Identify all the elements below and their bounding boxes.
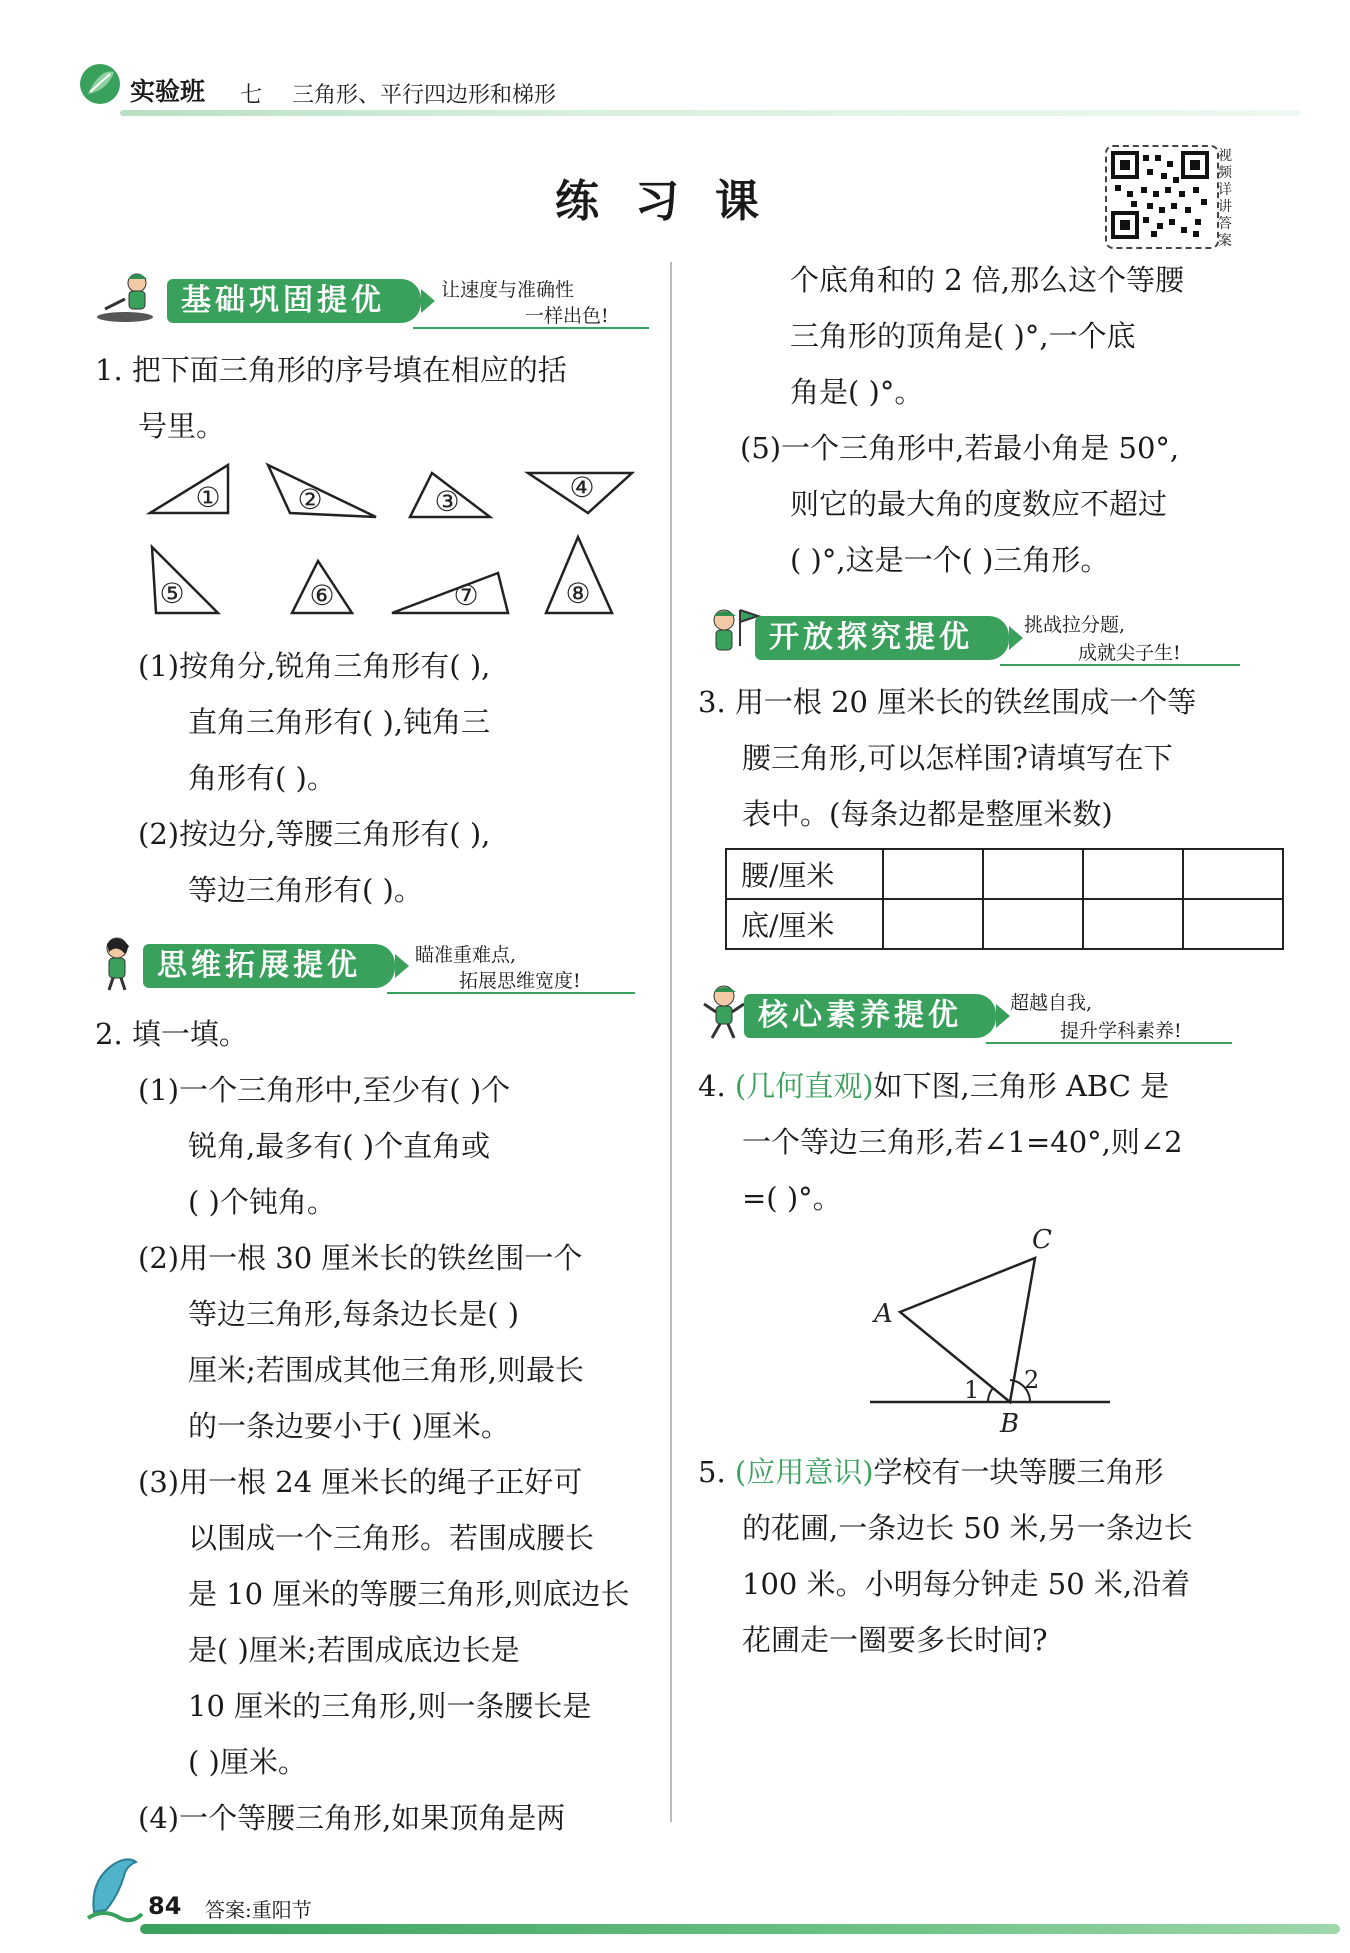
section-title-basic: 基础巩固提优 bbox=[167, 279, 421, 323]
triangle-label-3: ③ bbox=[434, 485, 460, 518]
table-row bbox=[726, 899, 1283, 949]
section-banner-open bbox=[700, 612, 1260, 664]
q2-sub1-line-2: 锐角,最多有( )个直角或 bbox=[188, 1129, 491, 1163]
q4-tag: (几何直观) bbox=[734, 1069, 874, 1103]
page-number: 84 bbox=[148, 1892, 182, 1920]
table-cell-empty[interactable] bbox=[983, 849, 1083, 899]
vertex-label-b: B bbox=[1000, 1409, 1020, 1439]
q4-line-1 bbox=[698, 1058, 1169, 1114]
q2-sub5-line-1: (5)一个三角形中,若最小角是 50°, bbox=[740, 431, 1180, 465]
q2-sub4-line-4: 角是( )°。 bbox=[790, 375, 924, 409]
q1-line-2: 号里。 bbox=[138, 409, 226, 443]
qr-caption: 视频详讲答案 bbox=[1218, 148, 1232, 249]
q2-sub3-line-2: 以围成一个三角形。若围成腰长 bbox=[188, 1521, 595, 1555]
q5-line-4: 花圃走一圈要多长时间? bbox=[742, 1623, 1048, 1657]
brand-name: 实验班 bbox=[130, 77, 206, 106]
q2-sub4-line-1: (4)一个等腰三角形,如果顶角是两 bbox=[138, 1801, 566, 1835]
triangles-figure bbox=[140, 455, 660, 635]
angle-label-1: 1 bbox=[964, 1376, 980, 1404]
q5-number: 5. bbox=[698, 1455, 726, 1489]
q5-line-1-rest: 学校有一块等腰三角形 bbox=[873, 1455, 1164, 1489]
section-title-thinking: 思维拓展提优 bbox=[143, 944, 395, 988]
triangle-label-5: ⑤ bbox=[159, 577, 185, 610]
q2-sub2-line-3: 厘米;若围成其他三角形,则最长 bbox=[188, 1353, 584, 1387]
table-cell-empty[interactable] bbox=[1183, 899, 1283, 949]
q1-sub1-line-2: 直角三角形有( ),钝角三 bbox=[188, 705, 491, 739]
q4-line-1-rest: 如下图,三角形 ABC 是 bbox=[873, 1069, 1170, 1103]
q2-sub5-line-2: 则它的最大角的度数应不超过 bbox=[790, 487, 1168, 521]
section-slogan-basic-2: 一样出色! bbox=[525, 305, 609, 327]
q1-sub1-line-1: (1)按角分,锐角三角形有( ), bbox=[138, 649, 491, 683]
q5-line-1 bbox=[698, 1444, 1164, 1500]
section-slogan-thinking-2: 拓展思维宽度! bbox=[459, 970, 581, 992]
q2-sub1-line-3: ( )个钝角。 bbox=[188, 1185, 336, 1219]
section-title-core: 核心素养提优 bbox=[744, 994, 996, 1038]
q5-line-3: 100 米。小明每分钟走 50 米,沿着 bbox=[742, 1567, 1191, 1601]
q5-line-2: 的花圃,一条边长 50 米,另一条边长 bbox=[742, 1511, 1193, 1545]
q2-sub1-line-1: (1)一个三角形中,至少有( )个 bbox=[138, 1073, 511, 1107]
section-title-open: 开放探究提优 bbox=[755, 616, 1009, 660]
table-row bbox=[726, 849, 1283, 899]
qr-code[interactable] bbox=[1105, 145, 1219, 249]
q4-number: 4. bbox=[698, 1069, 726, 1103]
leaf-logo-icon bbox=[78, 62, 122, 106]
triangle-label-8: ⑧ bbox=[565, 577, 591, 610]
q1-line-1: 1. 把下面三角形的序号填在相应的括 bbox=[95, 353, 567, 387]
triangle-label-6: ⑥ bbox=[309, 579, 335, 612]
triangle-label-2: ② bbox=[297, 483, 323, 516]
table-cell-empty[interactable] bbox=[883, 899, 983, 949]
triangle-label-1: ① bbox=[195, 481, 221, 514]
table-cell-empty[interactable] bbox=[1083, 849, 1183, 899]
q2-sub3-line-3: 是 10 厘米的等腰三角形,则底边长 bbox=[188, 1577, 630, 1611]
chapter-number: 七 bbox=[240, 83, 263, 108]
slogan-underline bbox=[986, 1042, 1232, 1044]
footer-bar bbox=[140, 1924, 1340, 1934]
angle-label-2: 2 bbox=[1024, 1366, 1040, 1394]
qr-code-icon bbox=[1107, 147, 1213, 243]
triangle-7 bbox=[392, 573, 508, 613]
vertex-label-c: C bbox=[1032, 1225, 1052, 1255]
q3-line-1: 3. 用一根 20 厘米长的铁丝围成一个等 bbox=[698, 685, 1197, 719]
q2-sub3-line-5: 10 厘米的三角形,则一条腰长是 bbox=[188, 1689, 592, 1723]
section-slogan-core-1: 超越自我, bbox=[1010, 992, 1093, 1014]
q4-line-2: 一个等边三角形,若∠1=40°,则∠2 bbox=[742, 1125, 1183, 1159]
table-row-header-base: 底/厘米 bbox=[726, 899, 883, 949]
table-cell-empty[interactable] bbox=[1083, 899, 1183, 949]
q5-tag: (应用意识) bbox=[734, 1455, 874, 1489]
footer-answer: 答案:重阳节 bbox=[205, 1898, 312, 1922]
header-rule bbox=[120, 110, 1300, 116]
q2-sub3-line-6: ( )厘米。 bbox=[188, 1745, 307, 1779]
q2-sub2-line-1: (2)用一根 30 厘米长的铁丝围一个 bbox=[138, 1241, 583, 1275]
q1-sub1-line-3: 角形有( )。 bbox=[188, 761, 336, 795]
table-cell-empty[interactable] bbox=[1183, 849, 1283, 899]
slogan-underline bbox=[413, 327, 649, 329]
triangle-label-7: ⑦ bbox=[453, 579, 479, 612]
q2-sub4-line-3: 三角形的顶角是( )°,一个底 bbox=[790, 319, 1136, 353]
q2-title: 2. 填一填。 bbox=[95, 1017, 248, 1051]
section-slogan-core-2: 提升学科素养! bbox=[1060, 1020, 1182, 1042]
column-divider bbox=[670, 262, 672, 1822]
section-slogan-open-1: 挑战拉分题, bbox=[1024, 614, 1126, 636]
section-banner-thinking bbox=[95, 940, 655, 992]
dolphin-icon bbox=[84, 1850, 144, 1925]
q4-triangle-figure bbox=[860, 1222, 1120, 1442]
table-row-header-waist: 腰/厘米 bbox=[726, 849, 883, 899]
mascot-skateboard-icon bbox=[95, 269, 165, 327]
section-banner-core bbox=[700, 990, 1260, 1042]
q1-sub2-line-2: 等边三角形有( )。 bbox=[188, 873, 423, 907]
page-title: 练习课 bbox=[555, 176, 795, 227]
section-banner-basic bbox=[95, 275, 655, 327]
table-cell-empty[interactable] bbox=[983, 899, 1083, 949]
slogan-underline bbox=[387, 992, 635, 994]
section-slogan-basic-1: 让速度与准确性 bbox=[441, 279, 575, 301]
q2-sub3-line-4: 是( )厘米;若围成底边长是 bbox=[188, 1633, 520, 1667]
table-cell-empty[interactable] bbox=[883, 849, 983, 899]
q2-sub3-line-1: (3)用一根 24 厘米长的绳子正好可 bbox=[138, 1465, 583, 1499]
vertex-label-a: A bbox=[874, 1299, 893, 1329]
slogan-underline bbox=[1000, 664, 1240, 666]
chapter-title: 三角形、平行四边形和梯形 bbox=[292, 83, 557, 108]
q3-answer-table bbox=[725, 848, 1284, 950]
q2-sub2-line-2: 等边三角形,每条边长是( ) bbox=[188, 1297, 520, 1331]
section-slogan-thinking-1: 瞄准重难点, bbox=[415, 944, 517, 966]
q1-sub2-line-1: (2)按边分,等腰三角形有( ), bbox=[138, 817, 491, 851]
triangle-label-4: ④ bbox=[569, 471, 595, 504]
q2-sub4-line-2: 个底角和的 2 倍,那么这个等腰 bbox=[790, 263, 1185, 297]
q2-sub5-line-3: ( )°,这是一个( )三角形。 bbox=[790, 543, 1110, 577]
section-slogan-open-2: 成就尖子生! bbox=[1078, 642, 1181, 664]
q3-line-2: 腰三角形,可以怎样围?请填写在下 bbox=[742, 741, 1173, 775]
q3-line-3: 表中。(每条边都是整厘米数) bbox=[742, 797, 1113, 831]
q2-sub2-line-4: 的一条边要小于( )厘米。 bbox=[188, 1409, 510, 1443]
q4-line-3: =( )°。 bbox=[742, 1181, 842, 1215]
